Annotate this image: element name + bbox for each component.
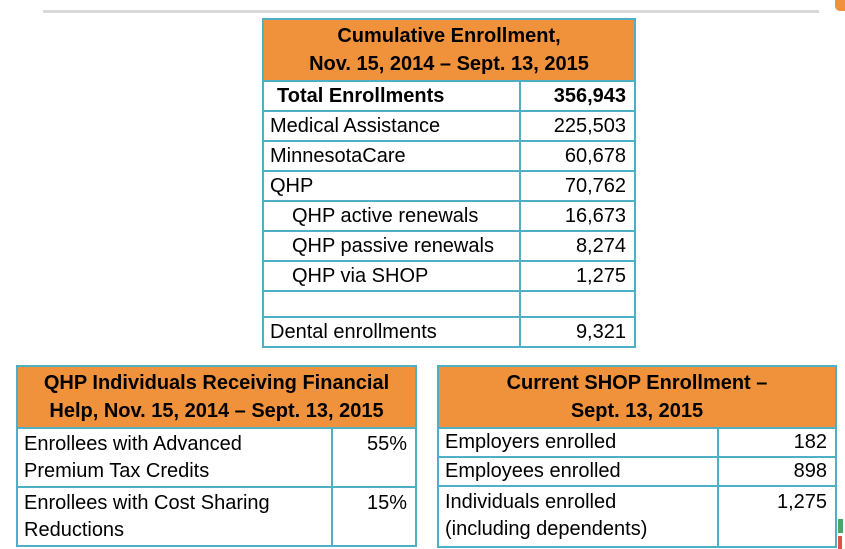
top-divider-line (43, 10, 819, 13)
table-row (263, 81, 635, 111)
row-label (17, 487, 332, 546)
table-row (263, 317, 635, 347)
table-header-row (438, 366, 836, 428)
table-title (17, 366, 416, 428)
row-label: Dental enrollments (263, 317, 520, 347)
table-row (438, 457, 836, 486)
row-value: 60,678 (520, 141, 635, 171)
shop-enrollment-table (437, 365, 837, 548)
row-value: 356,943 (520, 81, 635, 111)
row-value: 182 (718, 428, 836, 457)
row-label: QHP (263, 171, 520, 201)
table-row (263, 111, 635, 141)
row-value: 1,275 (718, 486, 836, 547)
row-value: 9,321 (520, 317, 635, 347)
table-row (438, 428, 836, 457)
row-value: 898 (718, 457, 836, 486)
row-value: 16,673 (520, 201, 635, 231)
row-label-line2: Reductions (24, 519, 125, 541)
row-label (438, 486, 718, 547)
table-row (263, 171, 635, 201)
row-label-line1: Enrollees with Cost Sharing (24, 492, 270, 514)
row-value: 70,762 (520, 171, 635, 201)
row-value (520, 291, 635, 317)
row-label (17, 428, 332, 487)
table-row (17, 487, 416, 546)
edge-mark-red (838, 536, 842, 549)
row-value: 1,275 (520, 261, 635, 291)
corner-accent-tab (835, 0, 845, 11)
financial-help-table (16, 365, 417, 547)
row-label: Employers enrolled (438, 428, 718, 457)
table-header-row (263, 19, 635, 81)
row-label: MinnesotaCare (263, 141, 520, 171)
table-row (263, 201, 635, 231)
edge-mark-green (838, 519, 843, 533)
table-title-line1: Cumulative Enrollment, (337, 25, 561, 47)
row-value: 15% (332, 487, 416, 546)
table-header-row (17, 366, 416, 428)
row-label: QHP via SHOP (263, 261, 520, 291)
table-title-line2: Sept. 13, 2015 (570, 400, 704, 422)
row-label: Medical Assistance (263, 111, 520, 141)
table-row (263, 231, 635, 261)
table-title-line2: Help, Nov. 15, 2014 – Sept. 13, 2015 (49, 400, 384, 422)
row-value: 55% (332, 428, 416, 487)
row-value: 8,274 (520, 231, 635, 261)
table-title-line1: Current SHOP Enrollment – (506, 372, 768, 394)
table-title-line1: QHP Individuals Receiving Financial (43, 372, 390, 394)
table-title (438, 366, 836, 428)
table-title-line2: Nov. 15, 2014 – Sept. 13, 2015 (309, 53, 589, 75)
cumulative-enrollment-table (262, 18, 636, 348)
row-value: 225,503 (520, 111, 635, 141)
table-row (438, 486, 836, 547)
row-label: QHP active renewals (263, 201, 520, 231)
table-row (17, 428, 416, 487)
table-row (263, 141, 635, 171)
row-label-line1: Individuals enrolled (445, 491, 617, 513)
row-label: Employees enrolled (438, 457, 718, 486)
row-label (263, 291, 520, 317)
table-row-empty (263, 291, 635, 317)
row-label-line1: Enrollees with Advanced (24, 433, 242, 455)
row-label: QHP passive renewals (263, 231, 520, 261)
table-row (263, 261, 635, 291)
row-label: Total Enrollments (263, 81, 520, 111)
row-label-line2: Premium Tax Credits (24, 460, 210, 482)
table-title (263, 19, 635, 81)
row-label-line2: (including dependents) (445, 518, 648, 540)
